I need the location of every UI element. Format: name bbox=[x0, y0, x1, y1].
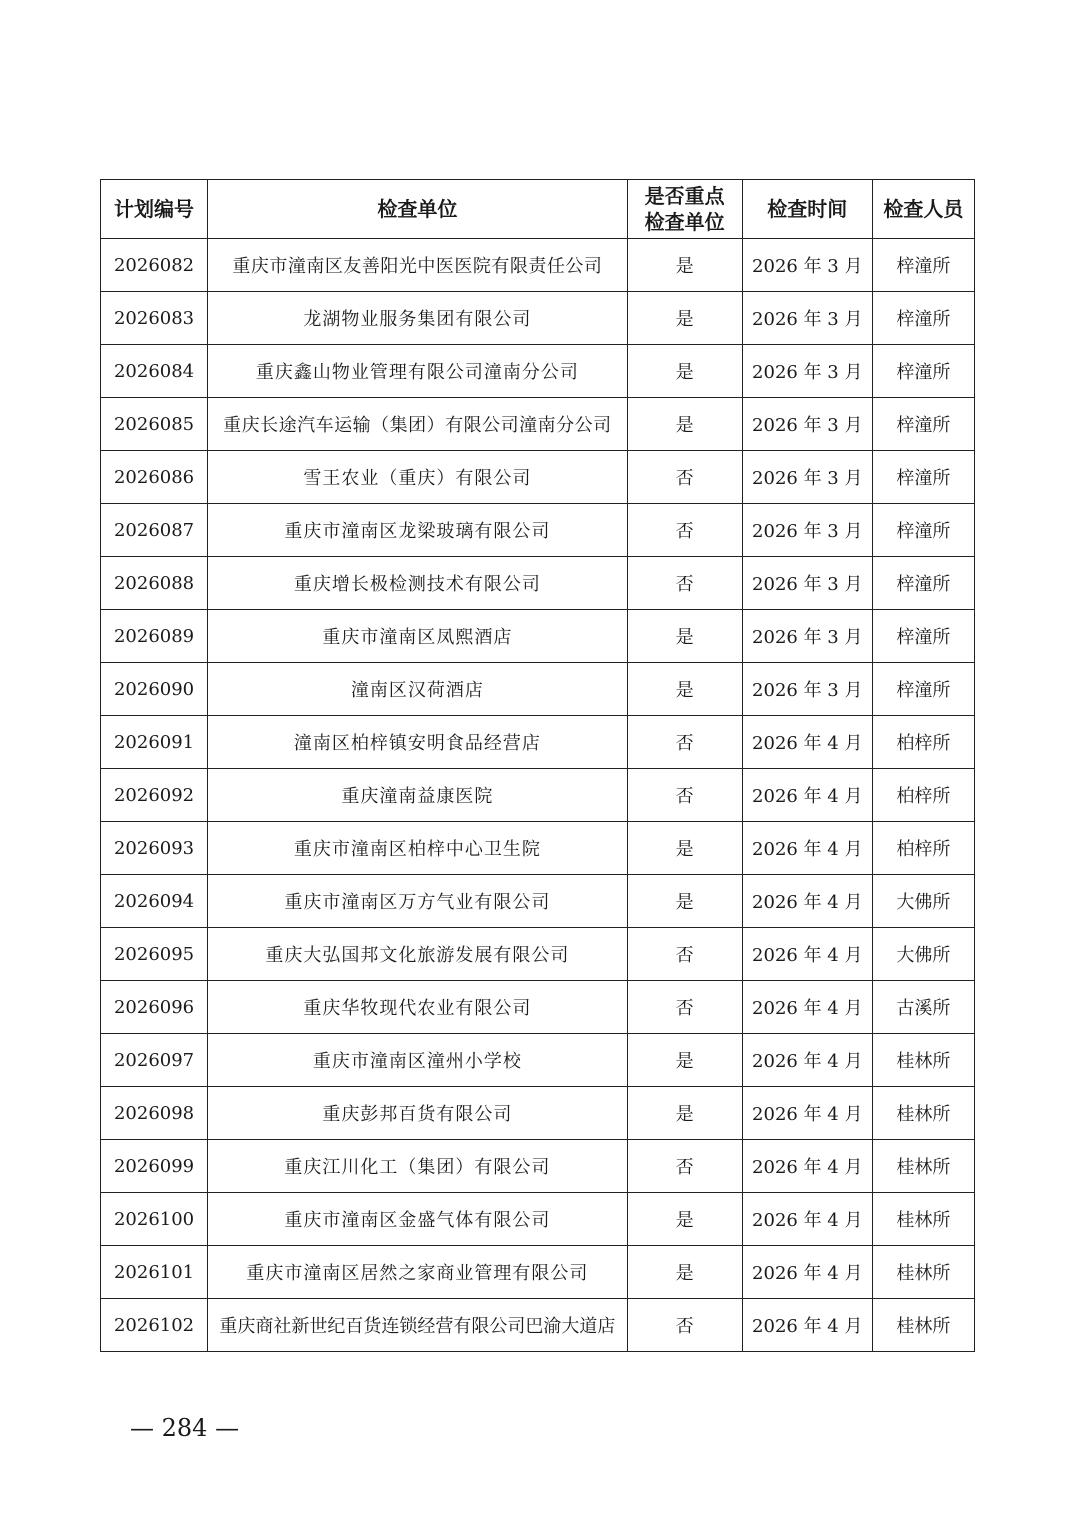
key-unit-cell: 是 bbox=[627, 663, 742, 716]
unit-cell: 重庆市潼南区凤熙酒店 bbox=[208, 610, 627, 663]
inspector-cell: 梓潼所 bbox=[872, 504, 974, 557]
plan-id-cell: 2026090 bbox=[101, 663, 208, 716]
plan-id-cell: 2026083 bbox=[101, 292, 208, 345]
table-row bbox=[101, 292, 975, 345]
page-number: — 284 — bbox=[130, 1414, 240, 1442]
table-row bbox=[101, 1087, 975, 1140]
unit-cell: 重庆江川化工（集团）有限公司 bbox=[208, 1140, 627, 1193]
inspection-time-cell: 2026 年 3 月 bbox=[742, 451, 872, 504]
table-row bbox=[101, 822, 975, 875]
plan-id-cell: 2026102 bbox=[101, 1299, 208, 1352]
header-key-line1: 是否重点 bbox=[644, 184, 725, 208]
unit-cell: 重庆大弘国邦文化旅游发展有限公司 bbox=[208, 928, 627, 981]
plan-id-cell: 2026089 bbox=[101, 610, 208, 663]
key-unit-cell: 否 bbox=[627, 928, 742, 981]
unit-cell: 龙湖物业服务集团有限公司 bbox=[208, 292, 627, 345]
inspector-cell: 梓潼所 bbox=[872, 239, 974, 292]
table-row bbox=[101, 928, 975, 981]
unit-cell: 重庆市潼南区潼州小学校 bbox=[208, 1034, 627, 1087]
inspection-plan-table bbox=[100, 179, 975, 1352]
unit-cell: 潼南区柏梓镇安明食品经营店 bbox=[208, 716, 627, 769]
inspection-time-cell: 2026 年 4 月 bbox=[742, 1299, 872, 1352]
table-row bbox=[101, 1246, 975, 1299]
plan-id-cell: 2026084 bbox=[101, 345, 208, 398]
header-plan-id: 计划编号 bbox=[101, 180, 208, 239]
inspector-cell: 梓潼所 bbox=[872, 292, 974, 345]
inspector-cell: 梓潼所 bbox=[872, 663, 974, 716]
inspection-time-cell: 2026 年 3 月 bbox=[742, 239, 872, 292]
unit-cell: 重庆市潼南区柏梓中心卫生院 bbox=[208, 822, 627, 875]
key-unit-cell: 是 bbox=[627, 875, 742, 928]
plan-id-cell: 2026097 bbox=[101, 1034, 208, 1087]
inspection-time-cell: 2026 年 3 月 bbox=[742, 610, 872, 663]
header-time: 检查时间 bbox=[742, 180, 872, 239]
table-row bbox=[101, 1299, 975, 1352]
inspector-cell: 梓潼所 bbox=[872, 345, 974, 398]
inspection-time-cell: 2026 年 4 月 bbox=[742, 1034, 872, 1087]
key-unit-cell: 是 bbox=[627, 1034, 742, 1087]
header-key-line2: 检查单位 bbox=[644, 210, 725, 234]
inspector-cell: 梓潼所 bbox=[872, 451, 974, 504]
unit-cell: 重庆市潼南区万方气业有限公司 bbox=[208, 875, 627, 928]
header-key-unit bbox=[627, 180, 742, 239]
key-unit-cell: 否 bbox=[627, 769, 742, 822]
table-row bbox=[101, 663, 975, 716]
plan-id-cell: 2026082 bbox=[101, 239, 208, 292]
inspection-time-cell: 2026 年 4 月 bbox=[742, 1246, 872, 1299]
inspection-time-cell: 2026 年 4 月 bbox=[742, 1087, 872, 1140]
plan-id-cell: 2026098 bbox=[101, 1087, 208, 1140]
inspector-cell: 桂林所 bbox=[872, 1087, 974, 1140]
plan-id-cell: 2026087 bbox=[101, 504, 208, 557]
plan-id-cell: 2026100 bbox=[101, 1193, 208, 1246]
key-unit-cell: 否 bbox=[627, 1140, 742, 1193]
key-unit-cell: 否 bbox=[627, 557, 742, 610]
unit-cell: 重庆鑫山物业管理有限公司潼南分公司 bbox=[208, 345, 627, 398]
key-unit-cell: 是 bbox=[627, 1246, 742, 1299]
inspector-cell: 柏梓所 bbox=[872, 822, 974, 875]
unit-cell: 重庆市潼南区居然之家商业管理有限公司 bbox=[208, 1246, 627, 1299]
key-unit-cell: 是 bbox=[627, 292, 742, 345]
inspection-time-cell: 2026 年 4 月 bbox=[742, 1193, 872, 1246]
inspector-cell: 桂林所 bbox=[872, 1140, 974, 1193]
key-unit-cell: 是 bbox=[627, 239, 742, 292]
inspector-cell: 柏梓所 bbox=[872, 769, 974, 822]
inspector-cell: 古溪所 bbox=[872, 981, 974, 1034]
inspection-time-cell: 2026 年 4 月 bbox=[742, 928, 872, 981]
table-row bbox=[101, 1193, 975, 1246]
inspection-time-cell: 2026 年 4 月 bbox=[742, 1140, 872, 1193]
table-row bbox=[101, 345, 975, 398]
header-staff: 检查人员 bbox=[872, 180, 974, 239]
inspector-cell: 梓潼所 bbox=[872, 610, 974, 663]
table-body bbox=[101, 239, 975, 1352]
table-row bbox=[101, 1034, 975, 1087]
plan-id-cell: 2026091 bbox=[101, 716, 208, 769]
inspector-cell: 桂林所 bbox=[872, 1193, 974, 1246]
table-row bbox=[101, 451, 975, 504]
key-unit-cell: 否 bbox=[627, 981, 742, 1034]
key-unit-cell: 否 bbox=[627, 716, 742, 769]
inspection-time-cell: 2026 年 4 月 bbox=[742, 716, 872, 769]
plan-id-cell: 2026095 bbox=[101, 928, 208, 981]
table-row bbox=[101, 1140, 975, 1193]
inspector-cell: 桂林所 bbox=[872, 1246, 974, 1299]
plan-id-cell: 2026086 bbox=[101, 451, 208, 504]
key-unit-cell: 是 bbox=[627, 610, 742, 663]
table-row bbox=[101, 557, 975, 610]
table-row bbox=[101, 981, 975, 1034]
plan-id-cell: 2026085 bbox=[101, 398, 208, 451]
inspection-time-cell: 2026 年 3 月 bbox=[742, 398, 872, 451]
key-unit-cell: 是 bbox=[627, 1087, 742, 1140]
unit-cell: 重庆潼南益康医院 bbox=[208, 769, 627, 822]
inspector-cell: 梓潼所 bbox=[872, 398, 974, 451]
unit-cell: 重庆长途汽车运输（集团）有限公司潼南分公司 bbox=[208, 398, 627, 451]
inspection-time-cell: 2026 年 3 月 bbox=[742, 504, 872, 557]
plan-id-cell: 2026092 bbox=[101, 769, 208, 822]
plan-id-cell: 2026096 bbox=[101, 981, 208, 1034]
key-unit-cell: 是 bbox=[627, 822, 742, 875]
key-unit-cell: 否 bbox=[627, 451, 742, 504]
inspector-cell: 大佛所 bbox=[872, 875, 974, 928]
unit-cell: 重庆市潼南区金盛气体有限公司 bbox=[208, 1193, 627, 1246]
table-row bbox=[101, 398, 975, 451]
plan-id-cell: 2026094 bbox=[101, 875, 208, 928]
inspector-cell: 大佛所 bbox=[872, 928, 974, 981]
header-unit: 检查单位 bbox=[208, 180, 627, 239]
inspection-time-cell: 2026 年 4 月 bbox=[742, 769, 872, 822]
inspection-time-cell: 2026 年 4 月 bbox=[742, 981, 872, 1034]
inspection-time-cell: 2026 年 3 月 bbox=[742, 663, 872, 716]
table-row bbox=[101, 769, 975, 822]
inspection-time-cell: 2026 年 4 月 bbox=[742, 875, 872, 928]
plan-id-cell: 2026101 bbox=[101, 1246, 208, 1299]
table-row bbox=[101, 239, 975, 292]
unit-cell: 重庆市潼南区龙梁玻璃有限公司 bbox=[208, 504, 627, 557]
unit-cell: 重庆市潼南区友善阳光中医医院有限责任公司 bbox=[208, 239, 627, 292]
unit-cell: 重庆商社新世纪百货连锁经营有限公司巴渝大道店 bbox=[208, 1299, 627, 1352]
plan-id-cell: 2026099 bbox=[101, 1140, 208, 1193]
table-row bbox=[101, 716, 975, 769]
inspection-time-cell: 2026 年 3 月 bbox=[742, 345, 872, 398]
unit-cell: 雪王农业（重庆）有限公司 bbox=[208, 451, 627, 504]
unit-cell: 潼南区汉荷酒店 bbox=[208, 663, 627, 716]
table-header bbox=[101, 180, 975, 239]
inspection-time-cell: 2026 年 4 月 bbox=[742, 822, 872, 875]
unit-cell: 重庆彭邦百货有限公司 bbox=[208, 1087, 627, 1140]
key-unit-cell: 是 bbox=[627, 1193, 742, 1246]
table-row bbox=[101, 875, 975, 928]
unit-cell: 重庆华牧现代农业有限公司 bbox=[208, 981, 627, 1034]
key-unit-cell: 是 bbox=[627, 345, 742, 398]
header-row bbox=[101, 180, 975, 239]
key-unit-cell: 否 bbox=[627, 1299, 742, 1352]
inspection-time-cell: 2026 年 3 月 bbox=[742, 557, 872, 610]
inspector-cell: 梓潼所 bbox=[872, 557, 974, 610]
unit-cell: 重庆增长极检测技术有限公司 bbox=[208, 557, 627, 610]
inspector-cell: 桂林所 bbox=[872, 1034, 974, 1087]
inspector-cell: 桂林所 bbox=[872, 1299, 974, 1352]
table-row bbox=[101, 504, 975, 557]
inspector-cell: 柏梓所 bbox=[872, 716, 974, 769]
inspection-time-cell: 2026 年 3 月 bbox=[742, 292, 872, 345]
key-unit-cell: 否 bbox=[627, 504, 742, 557]
key-unit-cell: 是 bbox=[627, 398, 742, 451]
table-row bbox=[101, 610, 975, 663]
plan-id-cell: 2026088 bbox=[101, 557, 208, 610]
plan-id-cell: 2026093 bbox=[101, 822, 208, 875]
